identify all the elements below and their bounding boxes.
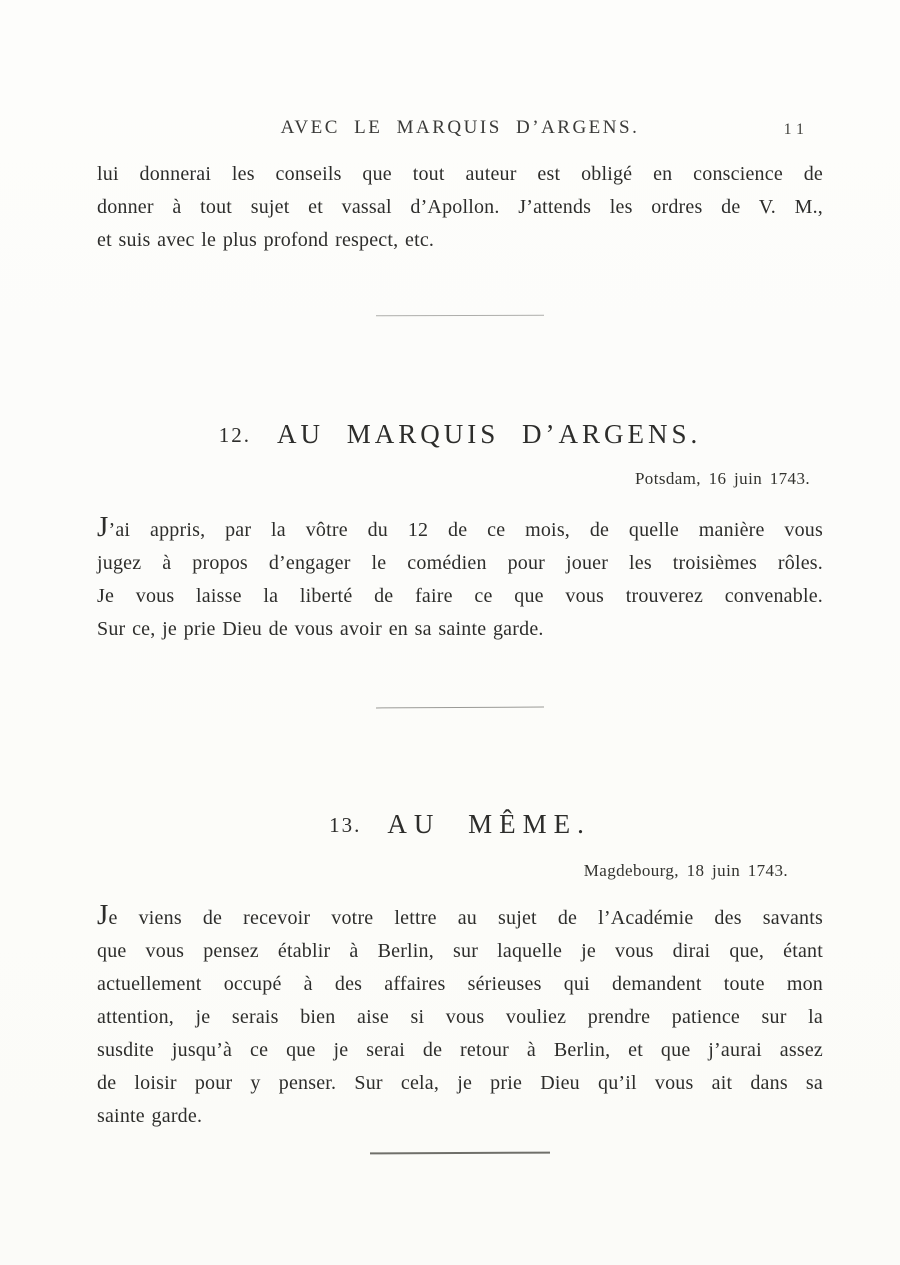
section-divider bbox=[370, 1152, 550, 1155]
text-line: et suis avec le plus profond respect, etc. bbox=[97, 229, 435, 251]
text-line bbox=[97, 513, 823, 547]
text-line: lui donnerai les conseils que tout auteur est obligé en conscience de bbox=[97, 163, 823, 185]
running-head-title: AVEC LE MARQUIS D’ARGENS. bbox=[280, 117, 640, 138]
text-line: donner à tout sujet et vassal d’Apollon. J’attends les ordres de V. M., bbox=[97, 196, 823, 218]
text-line: que vous pensez établir à Berlin, sur laquelle je vous dirai que, étant bbox=[97, 940, 823, 962]
letter-title: AU MÊME. bbox=[387, 809, 591, 839]
text-line: attention, je serais bien aise si vous vouliez prendre patience sur la bbox=[97, 1006, 823, 1028]
letter-dateline: Magdebourg, 18 juin 1743. bbox=[583, 861, 788, 880]
text-line: jugez à propos d’engager le comédien pour jouer les troisièmes rôles. bbox=[97, 552, 823, 574]
page-number: 11 bbox=[783, 121, 809, 138]
section-divider bbox=[376, 315, 544, 317]
section-divider bbox=[376, 707, 544, 709]
letter-12 bbox=[97, 416, 823, 646]
intro-paragraph bbox=[97, 158, 823, 257]
text-line bbox=[97, 901, 823, 935]
text-line: actuellement occupé à des affaires sérieuses qui demandent toute mon bbox=[97, 973, 823, 995]
text-line: Sur ce, je prie Dieu de vous avoir en sa sainte garde. bbox=[97, 618, 544, 640]
text-line: sainte garde. bbox=[97, 1105, 203, 1127]
letter-title: AU MARQUIS D’ARGENS. bbox=[276, 419, 702, 449]
letter-body bbox=[97, 513, 823, 646]
letter-heading bbox=[97, 806, 823, 843]
letter-heading bbox=[97, 416, 823, 453]
letter-body bbox=[97, 901, 823, 1133]
letter-13 bbox=[97, 806, 823, 1133]
letter-dateline: Potsdam, 16 juin 1743. bbox=[634, 469, 810, 488]
text-line: Je vous laisse la liberté de faire ce que vous trouverez convenable. bbox=[97, 585, 823, 607]
drop-cap-initial: J bbox=[97, 899, 109, 931]
letter-number: 13. bbox=[329, 813, 362, 837]
running-head bbox=[97, 116, 823, 140]
text-line: susdite jusqu’à ce que je serai de retour à Berlin, et que j’aurai assez bbox=[97, 1039, 823, 1061]
text-line-content: ’ai appris, par la vôtre du 12 de ce mois, de quelle manière vous bbox=[108, 519, 823, 541]
drop-cap-initial: J bbox=[97, 511, 109, 543]
text-line-content: e viens de recevoir votre lettre au sujet de l’Académie des savants bbox=[108, 907, 823, 929]
text-line: de loisir pour y penser. Sur cela, je prie Dieu qu’il vous ait dans sa bbox=[97, 1072, 823, 1094]
letter-number: 12. bbox=[218, 423, 251, 447]
